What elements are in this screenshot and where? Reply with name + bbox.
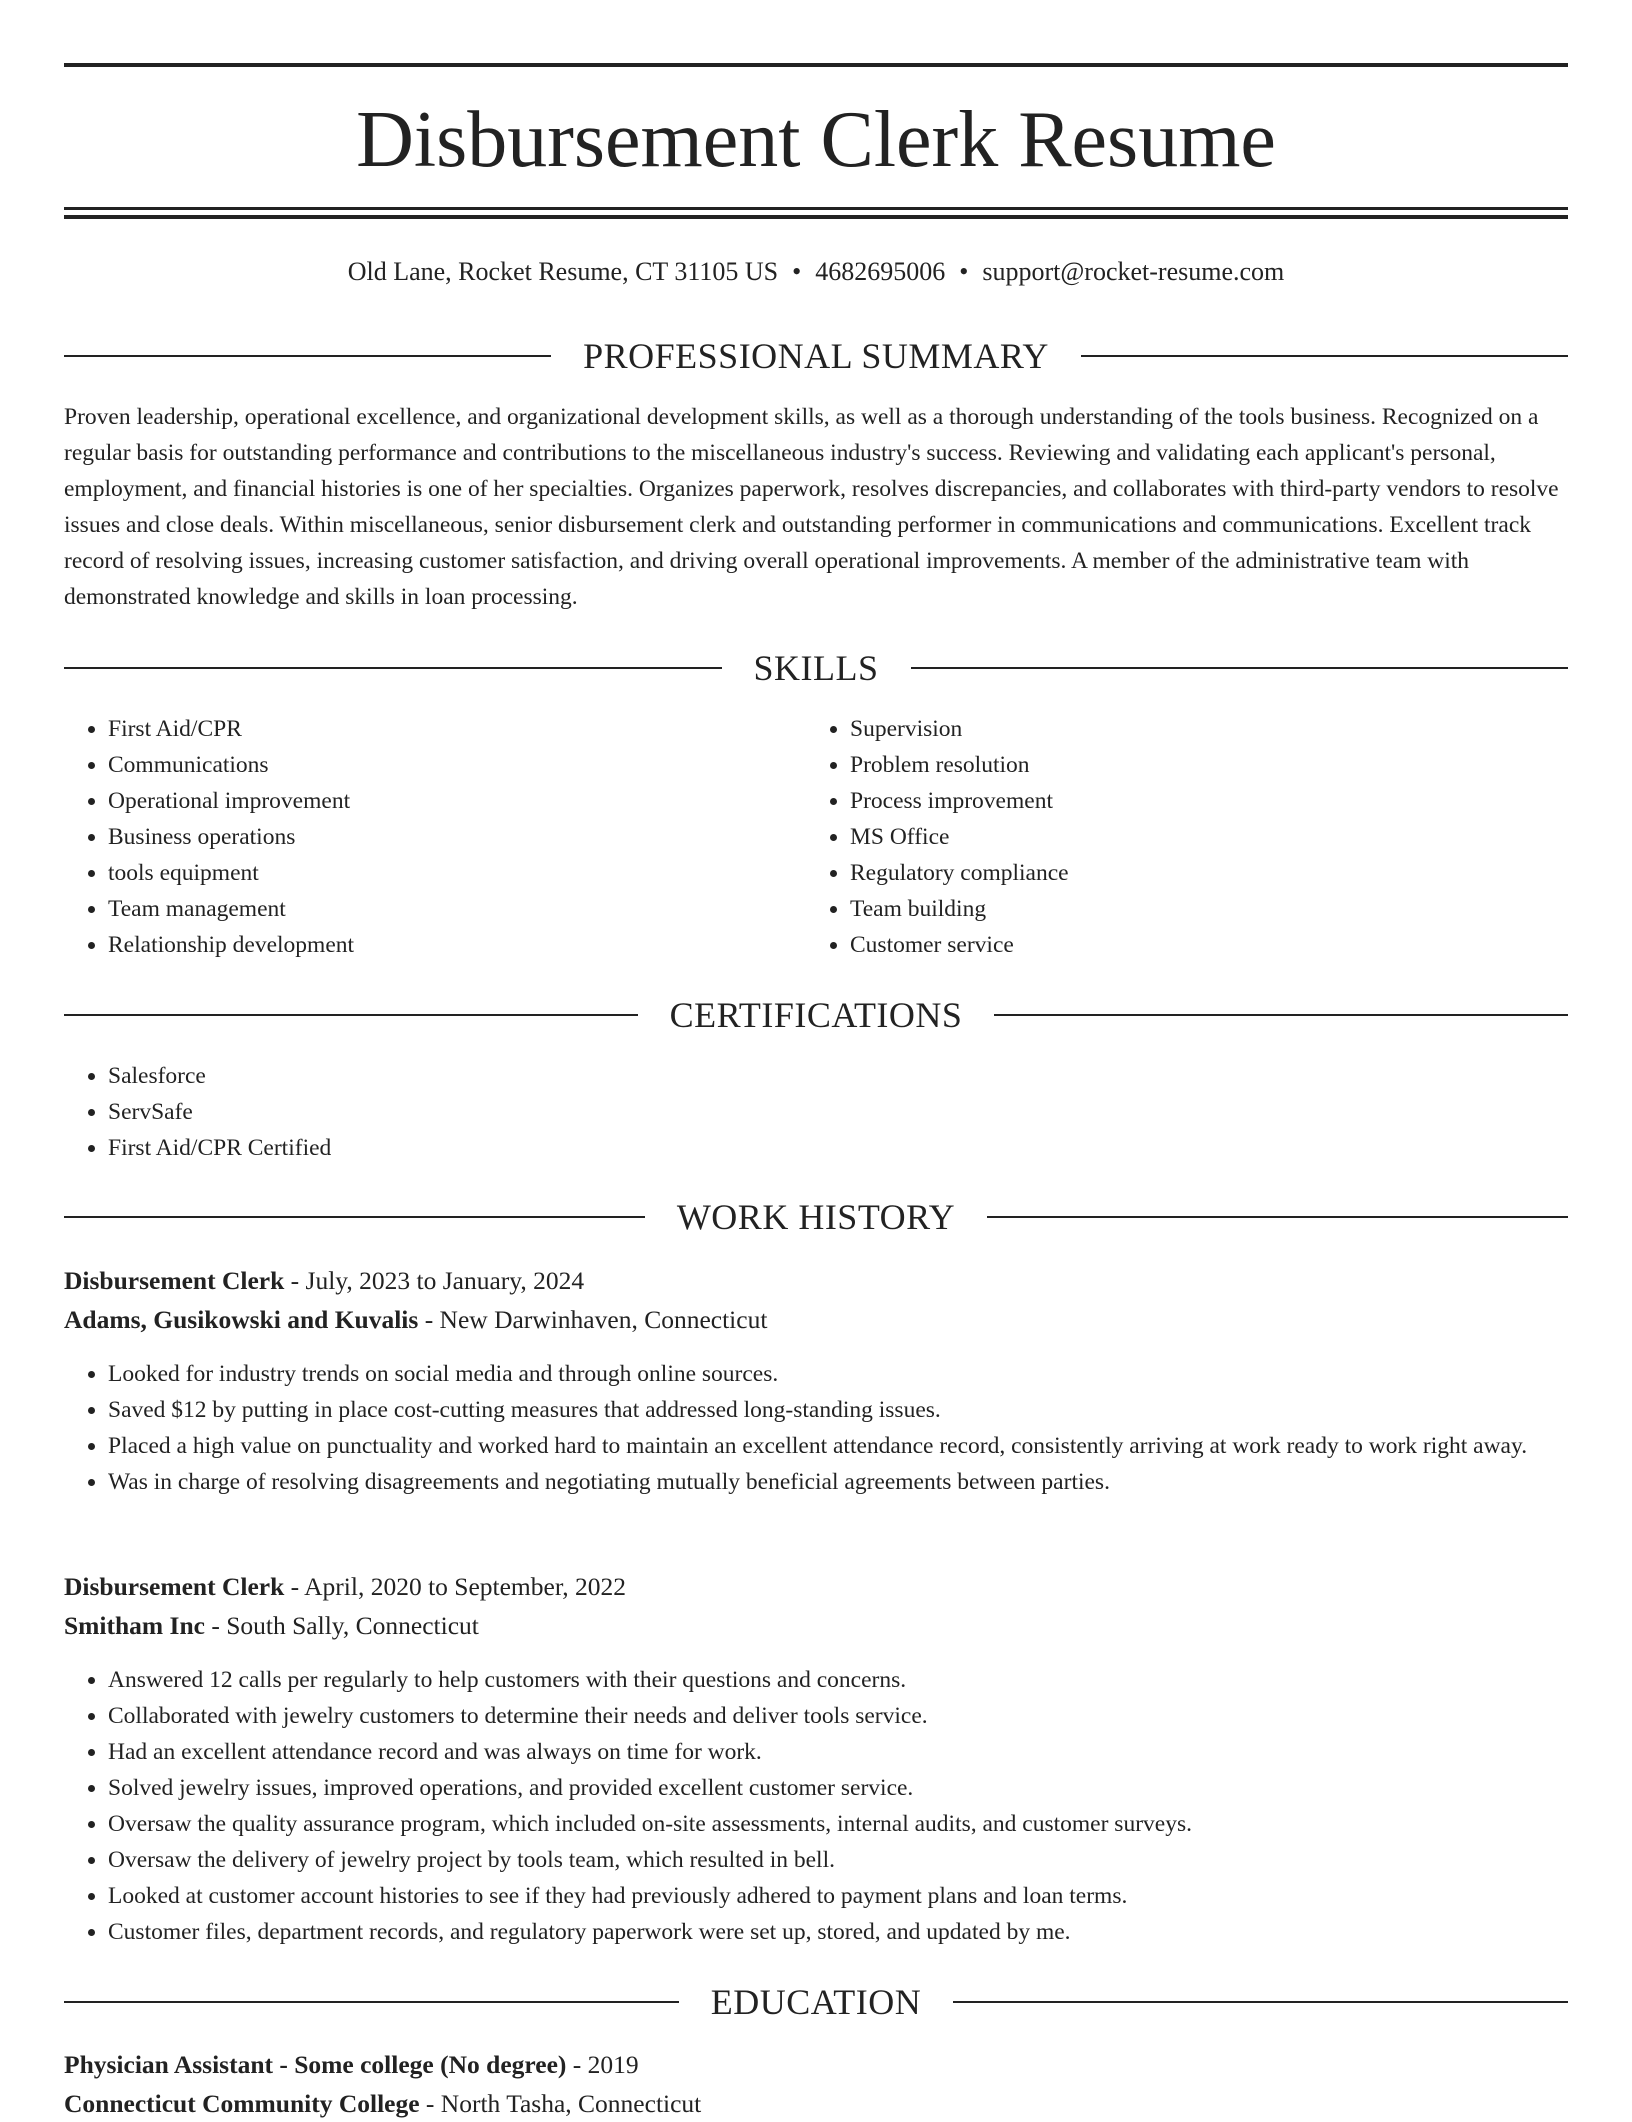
education-heading: EDUCATION bbox=[710, 1982, 922, 2022]
certifications-section-header bbox=[64, 993, 1568, 1037]
section-rule-left bbox=[64, 355, 551, 357]
skill-item: • Customer service bbox=[850, 927, 1506, 963]
skill-item: • Team building bbox=[850, 891, 1506, 927]
skills-left-list bbox=[64, 711, 764, 963]
skills-left-column bbox=[64, 711, 764, 963]
section-rule-left bbox=[64, 1014, 638, 1016]
skill-item: • First Aid/CPR bbox=[108, 711, 764, 747]
contact-line bbox=[64, 255, 1568, 289]
skill-item: • Supervision bbox=[850, 711, 1506, 747]
summary-section-header bbox=[64, 334, 1568, 378]
section-rule-right bbox=[953, 2001, 1568, 2003]
work-heading: WORK HISTORY bbox=[676, 1197, 956, 1237]
skill-item: • Relationship development bbox=[108, 927, 764, 963]
contact-address: Old Lane, Rocket Resume, CT 31105 US bbox=[347, 257, 779, 286]
job-title-line bbox=[64, 1263, 1568, 1299]
contact-email: support@rocket-resume.com bbox=[982, 257, 1285, 286]
skill-item: • Process improvement bbox=[850, 783, 1506, 819]
skills-right-list bbox=[806, 711, 1506, 963]
skill-item: • Regulatory compliance bbox=[850, 855, 1506, 891]
certification-item: • Salesforce bbox=[108, 1058, 331, 1094]
job-dates: - July, 2023 to January, 2024 bbox=[284, 1266, 585, 1295]
resume-title: Disbursement Clerk Resume bbox=[356, 96, 1276, 184]
summary-heading: PROFESSIONAL SUMMARY bbox=[583, 336, 1049, 376]
job-bullet: • Customer files, department records, and regulatory paperwork were set up, stored, and updated by me. bbox=[108, 1914, 1568, 1950]
job-bullet: • Placed a high value on punctuality and worked hard to maintain an excellent attendance record, consistently arriving at work ready to work right away. bbox=[108, 1428, 1568, 1464]
skill-item: • Communications bbox=[108, 747, 764, 783]
education-section-header bbox=[64, 1980, 1568, 2024]
top-rule bbox=[64, 63, 1568, 67]
job-location: - South Sally, Connecticut bbox=[204, 1611, 479, 1640]
section-rule-left bbox=[64, 1216, 645, 1218]
education-year: - 2019 bbox=[566, 2050, 639, 2079]
contact-separator: • bbox=[959, 257, 969, 286]
skill-item: • Problem resolution bbox=[850, 747, 1506, 783]
education-school: Connecticut Community College bbox=[64, 2089, 420, 2118]
skill-item: • tools equipment bbox=[108, 855, 764, 891]
job-bullets bbox=[64, 1662, 1568, 1950]
job-title: Disbursement Clerk bbox=[64, 1266, 285, 1295]
skills-section-header bbox=[64, 646, 1568, 690]
job-bullet: • Collaborated with jewelry customers to determine their needs and deliver tools service. bbox=[108, 1698, 1568, 1734]
section-rule-right bbox=[994, 1014, 1568, 1016]
job-bullet: • Had an excellent attendance record and was always on time for work. bbox=[108, 1734, 1568, 1770]
section-rule-left bbox=[64, 2001, 679, 2003]
certifications-heading: CERTIFICATIONS bbox=[669, 995, 963, 1035]
job-company: Adams, Gusikowski and Kuvalis bbox=[64, 1305, 419, 1334]
skills-heading: SKILLS bbox=[753, 648, 879, 688]
job-bullet: • Saved $12 by putting in place cost-cutting measures that addressed long-standing issues. bbox=[108, 1392, 1568, 1428]
skill-item: • Team management bbox=[108, 891, 764, 927]
work-section-header bbox=[64, 1195, 1568, 1239]
skill-item: • Operational improvement bbox=[108, 783, 764, 819]
section-rule-left bbox=[64, 667, 722, 669]
certifications-block bbox=[64, 1058, 331, 1166]
job-location: - New Darwinhaven, Connecticut bbox=[418, 1305, 768, 1334]
education-degree: Physician Assistant - Some college (No degree) bbox=[64, 2050, 567, 2079]
education-school-line bbox=[64, 2086, 1568, 2122]
certification-item: • ServSafe bbox=[108, 1094, 331, 1130]
job-title-line bbox=[64, 1569, 1568, 1605]
education-location: - North Tasha, Connecticut bbox=[419, 2089, 702, 2118]
skills-right-column bbox=[806, 711, 1506, 963]
title-double-rule-lower bbox=[64, 215, 1568, 219]
job-bullets-block bbox=[64, 1356, 1568, 1500]
section-rule-right bbox=[1081, 355, 1568, 357]
job-bullet: • Solved jewelry issues, improved operations, and provided excellent customer service. bbox=[108, 1770, 1568, 1806]
job-bullets bbox=[64, 1356, 1568, 1500]
job-title: Disbursement Clerk bbox=[64, 1572, 285, 1601]
skill-item: • MS Office bbox=[850, 819, 1506, 855]
job-bullet: • Looked for industry trends on social media and through online sources. bbox=[108, 1356, 1568, 1392]
education-degree-line bbox=[64, 2047, 1568, 2083]
certifications-list bbox=[64, 1058, 331, 1166]
skill-item: • Business operations bbox=[108, 819, 764, 855]
section-rule-right bbox=[987, 1216, 1568, 1218]
job-bullet: • Oversaw the quality assurance program, which included on-site assessments, internal audits, and customer surveys. bbox=[108, 1806, 1568, 1842]
title-double-rule-upper bbox=[64, 207, 1568, 210]
job-dates: - April, 2020 to September, 2022 bbox=[284, 1572, 627, 1601]
job-bullet: • Was in charge of resolving disagreements and negotiating mutually beneficial agreements between parties. bbox=[108, 1464, 1568, 1500]
job-bullet: • Answered 12 calls per regularly to help customers with their questions and concerns. bbox=[108, 1662, 1568, 1698]
job-company: Smitham Inc bbox=[64, 1611, 205, 1640]
job-company-line bbox=[64, 1608, 1568, 1644]
contact-separator: • bbox=[792, 257, 802, 286]
job-bullets-block bbox=[64, 1662, 1568, 1950]
summary-text: Proven leadership, operational excellence, and organizational development skills, as well as a thorough understanding of the tools business. Recognized on a regular basis for outstanding performance and contributions to the miscellaneous industry's success. Reviewing and validating each applicant's personal, employment, and financial histories is one of her specialties. Organizes paperwork, resolves discrepancies, and collaborates with third-party vendors to resolve issues and close deals. Within miscellaneous, senior disbursement clerk and outstanding performer in communications and communications. Excellent track record of resolving issues, increasing customer satisfaction, and driving overall operational improvements. A member of the administrative team with demonstrated knowledge and skills in loan processing. bbox=[64, 404, 1559, 610]
contact-phone: 4682695006 bbox=[815, 257, 946, 286]
section-rule-right bbox=[911, 667, 1569, 669]
job-bullet: • Oversaw the delivery of jewelry project by tools team, which resulted in bell. bbox=[108, 1842, 1568, 1878]
job-company-line bbox=[64, 1302, 1568, 1338]
job-bullet: • Looked at customer account histories to see if they had previously adhered to payment plans and loan terms. bbox=[108, 1878, 1568, 1914]
certification-item: • First Aid/CPR Certified bbox=[108, 1130, 331, 1166]
